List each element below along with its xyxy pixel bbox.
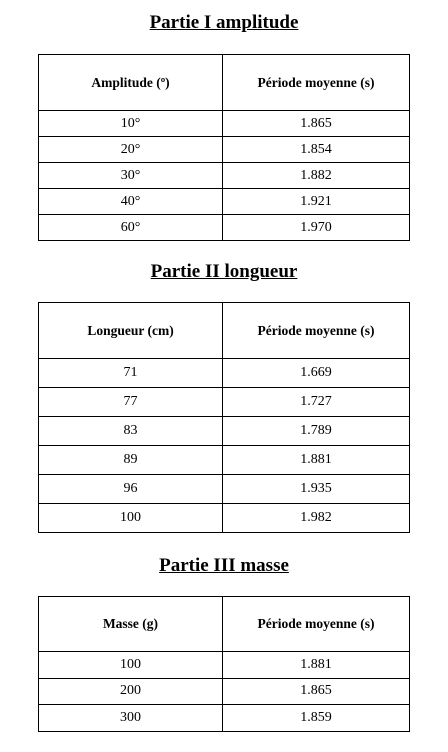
cell-amplitude: 60°: [39, 215, 223, 241]
column-header-amplitude: Amplitude (º): [39, 55, 223, 111]
table-row: [39, 678, 410, 705]
cell-period: 1.881: [223, 652, 410, 679]
section-title-length: Partie II longueur: [150, 261, 298, 282]
table-row: [39, 446, 410, 475]
table-row: [39, 388, 410, 417]
table-row: [39, 189, 410, 215]
cell-period: 1.854: [223, 137, 410, 163]
table-row: [39, 705, 410, 732]
cell-period: 1.865: [223, 678, 410, 705]
table-header-row: [39, 55, 410, 111]
column-header-period: Période moyenne (s): [223, 55, 410, 111]
table-row: [39, 359, 410, 388]
column-header-period: Période moyenne (s): [223, 303, 410, 359]
table-row: [39, 417, 410, 446]
table-row: [39, 137, 410, 163]
mass-table: [38, 596, 410, 732]
table-row: [39, 215, 410, 241]
length-table: [38, 302, 410, 533]
column-header-mass: Masse (g): [39, 597, 223, 652]
cell-length: 71: [39, 359, 223, 388]
table-row: [39, 111, 410, 137]
table-header-row: [39, 597, 410, 652]
cell-mass: 100: [39, 652, 223, 679]
cell-mass: 200: [39, 678, 223, 705]
section-title-amplitude: Partie I amplitude: [149, 12, 299, 33]
table-row: [39, 504, 410, 533]
cell-period: 1.727: [223, 388, 410, 417]
cell-period: 1.935: [223, 475, 410, 504]
column-header-length: Longueur (cm): [39, 303, 223, 359]
cell-period: 1.982: [223, 504, 410, 533]
section-title-mass: Partie III masse: [159, 555, 289, 576]
cell-length: 100: [39, 504, 223, 533]
cell-length: 83: [39, 417, 223, 446]
cell-amplitude: 10°: [39, 111, 223, 137]
table-row: [39, 163, 410, 189]
cell-period: 1.865: [223, 111, 410, 137]
amplitude-table: [38, 54, 410, 241]
table-row: [39, 475, 410, 504]
cell-amplitude: 30°: [39, 163, 223, 189]
cell-period: 1.970: [223, 215, 410, 241]
cell-period: 1.669: [223, 359, 410, 388]
cell-amplitude: 20°: [39, 137, 223, 163]
cell-mass: 300: [39, 705, 223, 732]
cell-amplitude: 40°: [39, 189, 223, 215]
column-header-period: Période moyenne (s): [223, 597, 410, 652]
cell-period: 1.921: [223, 189, 410, 215]
cell-length: 77: [39, 388, 223, 417]
cell-period: 1.881: [223, 446, 410, 475]
cell-length: 89: [39, 446, 223, 475]
cell-length: 96: [39, 475, 223, 504]
table-row: [39, 652, 410, 679]
cell-period: 1.789: [223, 417, 410, 446]
cell-period: 1.882: [223, 163, 410, 189]
cell-period: 1.859: [223, 705, 410, 732]
table-header-row: [39, 303, 410, 359]
